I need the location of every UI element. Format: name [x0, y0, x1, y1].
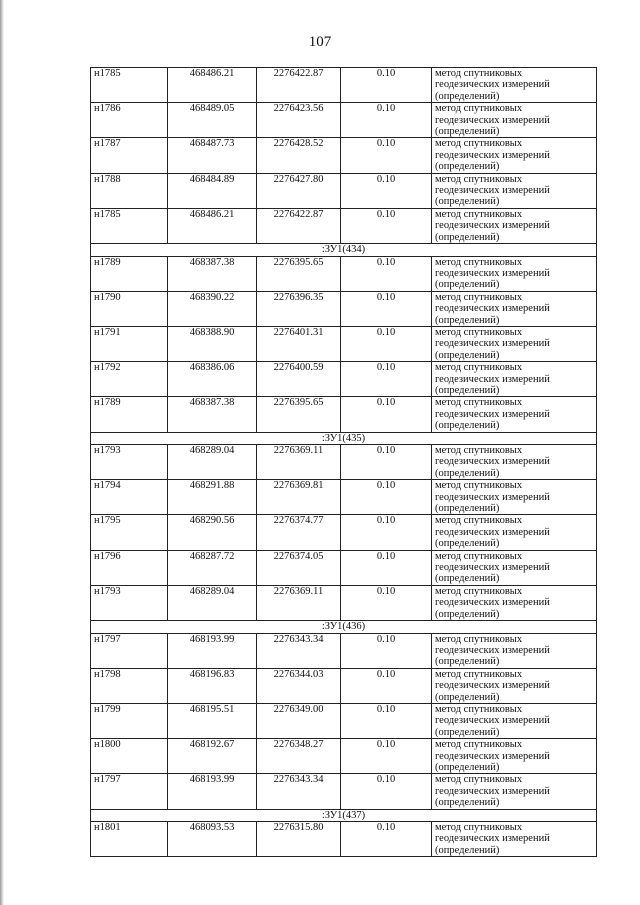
accuracy-cell: 0.10: [341, 445, 432, 480]
x-coordinate-cell: 468486.21: [168, 208, 257, 243]
x-coordinate-cell: 468390.22: [168, 291, 257, 326]
method-cell: [432, 774, 597, 809]
accuracy-cell: 0.10: [341, 668, 432, 703]
x-coordinate-cell: 468192.67: [168, 739, 257, 774]
method-line: метод спутниковых: [435, 397, 523, 409]
method-line: метод спутниковых: [435, 326, 523, 338]
method-line: геодезических измерений: [435, 597, 550, 609]
accuracy-cell: 0.10: [341, 362, 432, 397]
method-line: метод спутниковых: [435, 515, 523, 527]
method-line: метод спутниковых: [435, 138, 523, 150]
x-coordinate-cell: 468387.38: [168, 256, 257, 291]
table-row: [91, 633, 597, 668]
page-number: 107: [308, 34, 332, 50]
table-row: [91, 774, 597, 809]
point-id-cell: н1788: [91, 173, 168, 208]
method-cell: [432, 208, 597, 243]
y-coordinate-cell: 2276395.65: [257, 397, 341, 432]
point-id-cell: н1785: [91, 68, 168, 103]
method-cell: [432, 138, 597, 173]
method-line: геодезических измерений: [435, 408, 550, 420]
method-line: метод спутниковых: [435, 291, 523, 303]
accuracy-cell: 0.10: [341, 585, 432, 620]
coordinates-table-body: [91, 68, 597, 857]
x-coordinate-cell: 468195.51: [168, 703, 257, 738]
method-line: метод спутниковых: [435, 822, 523, 833]
method-line: метод спутниковых: [435, 633, 523, 645]
y-coordinate-cell: 2276427.80: [257, 173, 341, 208]
method-cell: [432, 515, 597, 550]
method-line: (определений): [435, 503, 500, 515]
x-coordinate-cell: 468289.04: [168, 445, 257, 480]
table-row: [91, 208, 597, 243]
method-cell: [432, 739, 597, 774]
method-line: (определений): [435, 467, 500, 479]
table-row: [91, 103, 597, 138]
method-line: геодезических измерений: [435, 562, 550, 574]
y-coordinate-cell: 2276428.52: [257, 138, 341, 173]
section-label: :ЗУ1(437): [91, 809, 597, 821]
method-line: метод спутниковых: [435, 668, 523, 680]
x-coordinate-cell: 468388.90: [168, 326, 257, 361]
method-cell: [432, 103, 597, 138]
table-row: [91, 138, 597, 173]
accuracy-cell: 0.10: [341, 822, 432, 857]
method-line: геодезических измерений: [435, 785, 550, 797]
method-line: геодезических измерений: [435, 644, 550, 656]
x-coordinate-cell: 468289.04: [168, 585, 257, 620]
section-label: :ЗУ1(436): [91, 621, 597, 633]
point-id-cell: н1796: [91, 550, 168, 585]
y-coordinate-cell: 2276343.34: [257, 774, 341, 809]
method-cell: [432, 326, 597, 361]
method-cell: [432, 68, 597, 103]
method-line: метод спутниковых: [435, 68, 523, 79]
x-coordinate-cell: 468287.72: [168, 550, 257, 585]
method-cell: [432, 633, 597, 668]
accuracy-cell: 0.10: [341, 550, 432, 585]
point-id-cell: н1793: [91, 585, 168, 620]
method-line: метод спутниковых: [435, 739, 523, 751]
point-id-cell: н1787: [91, 138, 168, 173]
accuracy-cell: 0.10: [341, 774, 432, 809]
x-coordinate-cell: 468196.83: [168, 668, 257, 703]
section-header-row: [91, 809, 597, 821]
y-coordinate-cell: 2276369.81: [257, 480, 341, 515]
x-coordinate-cell: 468291.88: [168, 480, 257, 515]
x-coordinate-cell: 468386.06: [168, 362, 257, 397]
method-cell: [432, 291, 597, 326]
scan-edge-shadow: [0, 0, 4, 905]
method-line: геодезических измерений: [435, 526, 550, 538]
section-label: :ЗУ1(435): [91, 432, 597, 444]
method-line: (определений): [435, 420, 500, 432]
point-id-cell: н1797: [91, 774, 168, 809]
method-line: (определений): [435, 314, 500, 326]
table-row: [91, 256, 597, 291]
x-coordinate-cell: 468387.38: [168, 397, 257, 432]
method-line: геодезических измерений: [435, 338, 550, 350]
y-coordinate-cell: 2276423.56: [257, 103, 341, 138]
method-line: (определений): [435, 90, 500, 102]
method-cell: [432, 362, 597, 397]
accuracy-cell: 0.10: [341, 515, 432, 550]
method-line: геодезических измерений: [435, 750, 550, 762]
method-line: геодезических измерений: [435, 680, 550, 692]
method-line: геодезических измерений: [435, 491, 550, 503]
method-cell: [432, 397, 597, 432]
y-coordinate-cell: 2276369.11: [257, 445, 341, 480]
method-line: геодезических измерений: [435, 267, 550, 279]
coordinates-table: [90, 67, 597, 857]
accuracy-cell: 0.10: [341, 480, 432, 515]
method-line: метод спутниковых: [435, 480, 523, 492]
method-line: метод спутниковых: [435, 550, 523, 562]
method-line: геодезических измерений: [435, 373, 550, 385]
method-line: (определений): [435, 691, 500, 703]
point-id-cell: н1795: [91, 515, 168, 550]
table-row: [91, 739, 597, 774]
y-coordinate-cell: 2276422.87: [257, 68, 341, 103]
table-row: [91, 397, 597, 432]
x-coordinate-cell: 468193.99: [168, 774, 257, 809]
method-line: геодезических измерений: [435, 833, 550, 845]
point-id-cell: н1785: [91, 208, 168, 243]
y-coordinate-cell: 2276369.11: [257, 585, 341, 620]
point-id-cell: н1797: [91, 633, 168, 668]
method-line: геодезических измерений: [435, 303, 550, 315]
x-coordinate-cell: 468486.21: [168, 68, 257, 103]
accuracy-cell: 0.10: [341, 138, 432, 173]
section-header-row: [91, 621, 597, 633]
method-cell: [432, 480, 597, 515]
accuracy-cell: 0.10: [341, 326, 432, 361]
method-line: метод спутниковых: [435, 585, 523, 597]
x-coordinate-cell: 468489.05: [168, 103, 257, 138]
method-line: (определений): [435, 538, 500, 550]
accuracy-cell: 0.10: [341, 739, 432, 774]
point-id-cell: н1790: [91, 291, 168, 326]
method-line: геодезических измерений: [435, 149, 550, 161]
method-line: (определений): [435, 573, 500, 585]
method-cell: [432, 550, 597, 585]
method-line: (определений): [435, 844, 500, 856]
method-line: метод спутниковых: [435, 208, 523, 220]
table-row: [91, 668, 597, 703]
table-row: [91, 362, 597, 397]
accuracy-cell: 0.10: [341, 633, 432, 668]
table-row: [91, 291, 597, 326]
table-row: [91, 173, 597, 208]
y-coordinate-cell: 2276374.77: [257, 515, 341, 550]
y-coordinate-cell: 2276400.59: [257, 362, 341, 397]
accuracy-cell: 0.10: [341, 208, 432, 243]
method-line: (определений): [435, 349, 500, 361]
accuracy-cell: 0.10: [341, 256, 432, 291]
table-row: [91, 480, 597, 515]
y-coordinate-cell: 2276343.34: [257, 633, 341, 668]
x-coordinate-cell: 468193.99: [168, 633, 257, 668]
method-line: геодезических измерений: [435, 715, 550, 727]
method-line: метод спутниковых: [435, 256, 523, 268]
table-row: [91, 822, 597, 857]
method-line: (определений): [435, 279, 500, 291]
method-line: (определений): [435, 196, 500, 208]
y-coordinate-cell: 2276344.03: [257, 668, 341, 703]
point-id-cell: н1799: [91, 703, 168, 738]
method-line: (определений): [435, 126, 500, 138]
accuracy-cell: 0.10: [341, 68, 432, 103]
method-line: (определений): [435, 761, 500, 773]
method-line: (определений): [435, 797, 500, 809]
accuracy-cell: 0.10: [341, 173, 432, 208]
table-row: [91, 515, 597, 550]
method-cell: [432, 256, 597, 291]
table-row: [91, 68, 597, 103]
accuracy-cell: 0.10: [341, 397, 432, 432]
table-row: [91, 585, 597, 620]
method-line: (определений): [435, 608, 500, 620]
method-line: метод спутниковых: [435, 703, 523, 715]
point-id-cell: н1789: [91, 397, 168, 432]
table-row: [91, 550, 597, 585]
y-coordinate-cell: 2276349.00: [257, 703, 341, 738]
method-cell: [432, 668, 597, 703]
y-coordinate-cell: 2276396.35: [257, 291, 341, 326]
point-id-cell: н1801: [91, 822, 168, 857]
y-coordinate-cell: 2276401.31: [257, 326, 341, 361]
method-line: геодезических измерений: [435, 220, 550, 232]
table-row: [91, 326, 597, 361]
section-header-row: [91, 432, 597, 444]
accuracy-cell: 0.10: [341, 703, 432, 738]
x-coordinate-cell: 468093.53: [168, 822, 257, 857]
y-coordinate-cell: 2276348.27: [257, 739, 341, 774]
point-id-cell: н1792: [91, 362, 168, 397]
x-coordinate-cell: 468290.56: [168, 515, 257, 550]
method-line: метод спутниковых: [435, 173, 523, 185]
method-line: метод спутниковых: [435, 362, 523, 374]
method-cell: [432, 445, 597, 480]
method-cell: [432, 822, 597, 857]
method-line: (определений): [435, 231, 500, 243]
y-coordinate-cell: 2276374.05: [257, 550, 341, 585]
method-cell: [432, 585, 597, 620]
point-id-cell: н1798: [91, 668, 168, 703]
method-line: (определений): [435, 161, 500, 173]
section-label: :ЗУ1(434): [91, 244, 597, 256]
y-coordinate-cell: 2276315.80: [257, 822, 341, 857]
method-line: геодезических измерений: [435, 185, 550, 197]
x-coordinate-cell: 468487.73: [168, 138, 257, 173]
point-id-cell: н1786: [91, 103, 168, 138]
method-line: метод спутниковых: [435, 774, 523, 786]
accuracy-cell: 0.10: [341, 103, 432, 138]
accuracy-cell: 0.10: [341, 291, 432, 326]
y-coordinate-cell: 2276422.87: [257, 208, 341, 243]
table-row: [91, 703, 597, 738]
point-id-cell: н1800: [91, 739, 168, 774]
y-coordinate-cell: 2276395.65: [257, 256, 341, 291]
point-id-cell: н1794: [91, 480, 168, 515]
method-line: (определений): [435, 656, 500, 668]
point-id-cell: н1791: [91, 326, 168, 361]
section-header-row: [91, 244, 597, 256]
method-line: (определений): [435, 726, 500, 738]
point-id-cell: н1793: [91, 445, 168, 480]
method-cell: [432, 703, 597, 738]
method-line: метод спутниковых: [435, 445, 523, 456]
method-line: геодезических измерений: [435, 114, 550, 126]
method-line: геодезических измерений: [435, 456, 550, 468]
method-line: (определений): [435, 384, 500, 396]
method-cell: [432, 173, 597, 208]
method-line: геодезических измерений: [435, 79, 550, 91]
method-line: метод спутниковых: [435, 103, 523, 115]
x-coordinate-cell: 468484.89: [168, 173, 257, 208]
table-row: [91, 445, 597, 480]
point-id-cell: н1789: [91, 256, 168, 291]
